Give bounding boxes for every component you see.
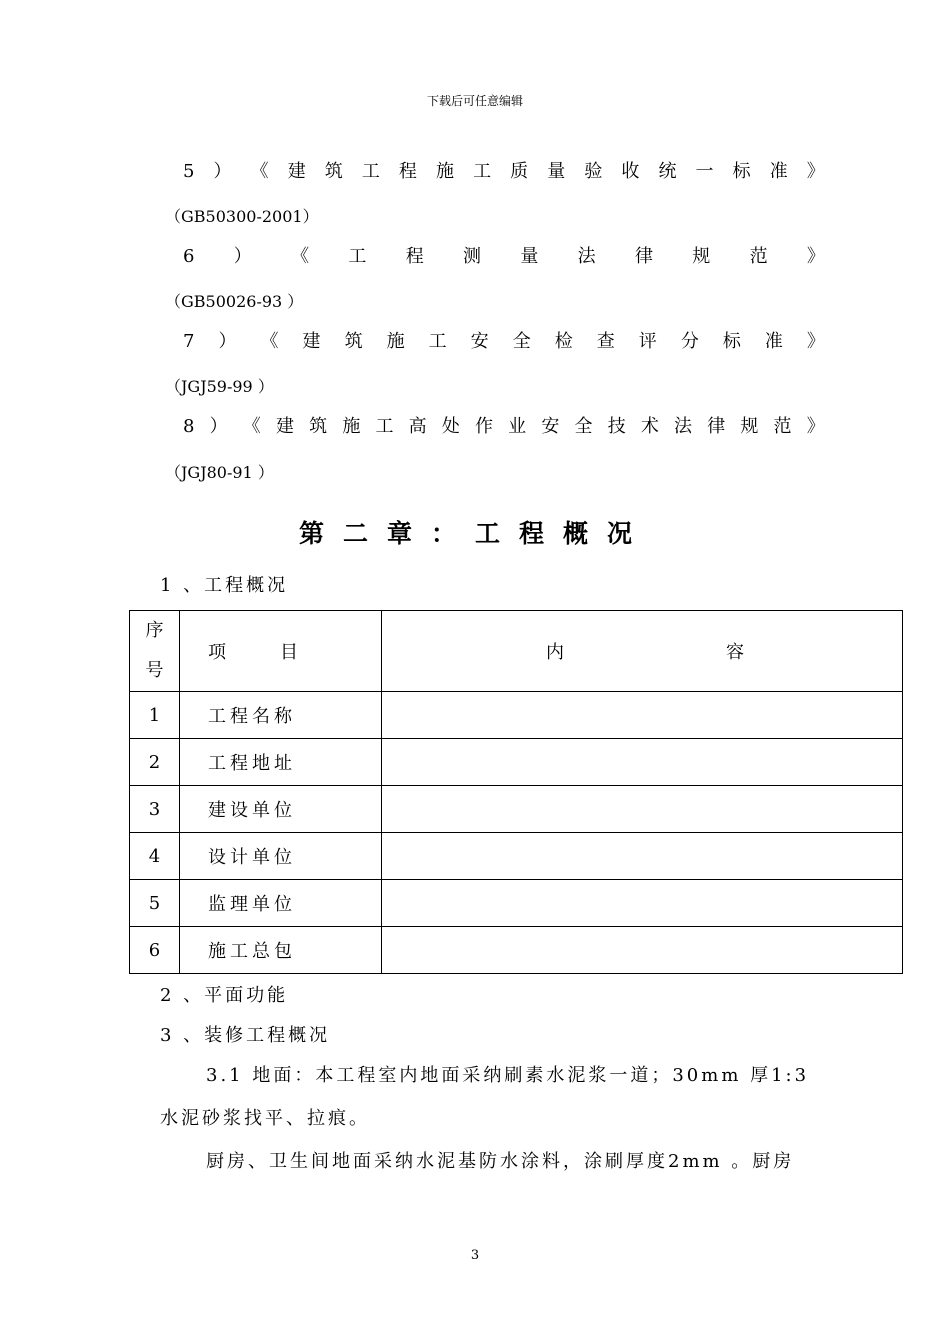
page-header: 下载后可任意编辑 [426, 94, 523, 108]
reference-char: 检 [554, 331, 573, 352]
row-content [382, 833, 903, 880]
reference-char: 《 [291, 246, 310, 267]
row-content [382, 880, 903, 927]
row-item: 工程名称 [180, 692, 382, 739]
header-cell-item [180, 611, 382, 692]
header-number-bottom: 号 [145, 660, 164, 681]
table-row [130, 739, 903, 786]
reference-char: 量 [547, 161, 566, 182]
header-cell-number [130, 611, 180, 692]
reference-char: 高 [408, 416, 427, 437]
row-number: 5 [130, 880, 180, 927]
row-number: 2 [130, 739, 180, 786]
reference-char: 施 [386, 331, 405, 352]
reference-char: 施 [436, 161, 454, 182]
reference-char: 量 [520, 246, 539, 267]
reference-char: 处 [441, 416, 460, 437]
reference-code: （GB50300-2001） [165, 207, 319, 226]
reference-char: ） [209, 416, 228, 437]
reference-title-line [183, 330, 825, 354]
reference-char: 标 [732, 161, 751, 182]
reference-char: 作 [475, 416, 493, 437]
reference-char: 法 [674, 416, 693, 437]
reference-char: 规 [740, 416, 759, 437]
row-number: 1 [130, 692, 180, 739]
reference-char: 》 [806, 161, 825, 182]
reference-char: 业 [508, 416, 527, 437]
reference-char: 建 [287, 161, 306, 182]
row-content [382, 692, 903, 739]
header-content-b: 容 [726, 642, 744, 663]
reference-code: （JGJ80-91 ） [165, 463, 274, 482]
reference-title-line [183, 245, 825, 269]
reference-code: （GB50026-93 ） [165, 292, 304, 311]
table-row [130, 786, 903, 833]
reference-char: 查 [596, 331, 615, 352]
reference-char: 《 [260, 331, 279, 352]
reference-char: 法 [577, 246, 596, 267]
reference-char: 5 [183, 161, 195, 182]
reference-char: 范 [749, 246, 768, 267]
reference-char: 收 [621, 161, 640, 182]
reference-char: 筑 [344, 331, 363, 352]
reference-char: 准 [764, 331, 783, 352]
header-item-b: 目 [280, 642, 298, 663]
reference-char: 标 [722, 331, 741, 352]
chapter-title: 第二章：工程概况 [298, 519, 651, 548]
reference-char: 准 [769, 161, 788, 182]
reference-char: 验 [584, 161, 603, 182]
reference-char: 6 [183, 246, 195, 267]
reference-char: 工 [473, 161, 492, 182]
page-number: 3 [470, 1248, 480, 1263]
reference-char: 《 [242, 416, 261, 437]
reference-char: 律 [707, 416, 726, 437]
row-number: 6 [130, 927, 180, 974]
table-row [130, 880, 903, 927]
section-heading-plan: 2 、平面功能 [160, 985, 289, 1006]
reference-char: 律 [634, 246, 653, 267]
paragraph-floor-line2: 水泥砂浆找平、拉痕。 [160, 1108, 370, 1129]
row-item: 工程地址 [180, 739, 382, 786]
reference-char: 施 [342, 416, 361, 437]
reference-char: 》 [806, 246, 825, 267]
paragraph-floor-line1: 3.1 地面：本工程室内地面采纳刷素水泥浆一道；30mm 厚1:3 [206, 1065, 810, 1086]
reference-char: 建 [302, 331, 321, 352]
section-heading-overview: 1 、工程概况 [160, 575, 289, 596]
table-row [130, 833, 903, 880]
section-heading-decoration: 3 、装修工程概况 [160, 1025, 331, 1046]
reference-char: 7 [183, 331, 195, 352]
reference-char: 工 [375, 416, 394, 437]
reference-title-line [183, 415, 825, 439]
reference-char: 工 [361, 161, 380, 182]
table-row [130, 927, 903, 974]
reference-char: 工 [348, 246, 367, 267]
reference-char: ） [233, 246, 252, 267]
reference-char: 质 [510, 161, 529, 182]
row-content [382, 739, 903, 786]
reference-char: 》 [806, 416, 825, 437]
reference-char: ） [213, 161, 232, 182]
header-number-top: 序 [145, 620, 164, 641]
reference-char: 统 [658, 161, 677, 182]
reference-char: 术 [640, 416, 659, 437]
reference-char: ） [218, 331, 237, 352]
header-cell-content [382, 611, 903, 692]
row-item: 施工总包 [180, 927, 382, 974]
reference-char: 范 [773, 416, 792, 437]
reference-char: 分 [680, 331, 699, 352]
reference-code: （JGJ59-99 ） [165, 377, 274, 396]
row-item: 建设单位 [180, 786, 382, 833]
reference-char: 筑 [324, 161, 343, 182]
row-item: 设计单位 [180, 833, 382, 880]
reference-char: 筑 [309, 416, 328, 437]
row-content [382, 927, 903, 974]
reference-char: 全 [512, 331, 531, 352]
reference-char: 程 [405, 246, 424, 267]
table-header-row [130, 611, 903, 692]
reference-char: 建 [275, 416, 294, 437]
paragraph-kitchen-line1: 厨房、卫生间地面采纳水泥基防水涂料，涂刷厚度2mm 。厨房 [206, 1151, 795, 1172]
header-item-a: 项 [208, 642, 226, 663]
project-overview-table [129, 610, 903, 974]
row-number: 3 [130, 786, 180, 833]
header-content-a: 内 [546, 642, 564, 663]
reference-title-line [183, 160, 825, 184]
reference-char: 评 [638, 331, 657, 352]
row-content [382, 786, 903, 833]
reference-char: 测 [463, 246, 482, 267]
reference-char: 技 [607, 416, 626, 437]
reference-char: 程 [398, 161, 417, 182]
reference-char: 工 [428, 331, 447, 352]
reference-char: 安 [470, 331, 489, 352]
reference-char: 规 [692, 246, 711, 267]
reference-char: 《 [250, 161, 269, 182]
reference-char: 安 [541, 416, 560, 437]
reference-char: 》 [806, 331, 825, 352]
row-item: 监理单位 [180, 880, 382, 927]
reference-char: 一 [695, 161, 714, 182]
reference-char: 8 [183, 416, 195, 437]
row-number: 4 [130, 833, 180, 880]
reference-char: 全 [574, 416, 593, 437]
table-row [130, 692, 903, 739]
